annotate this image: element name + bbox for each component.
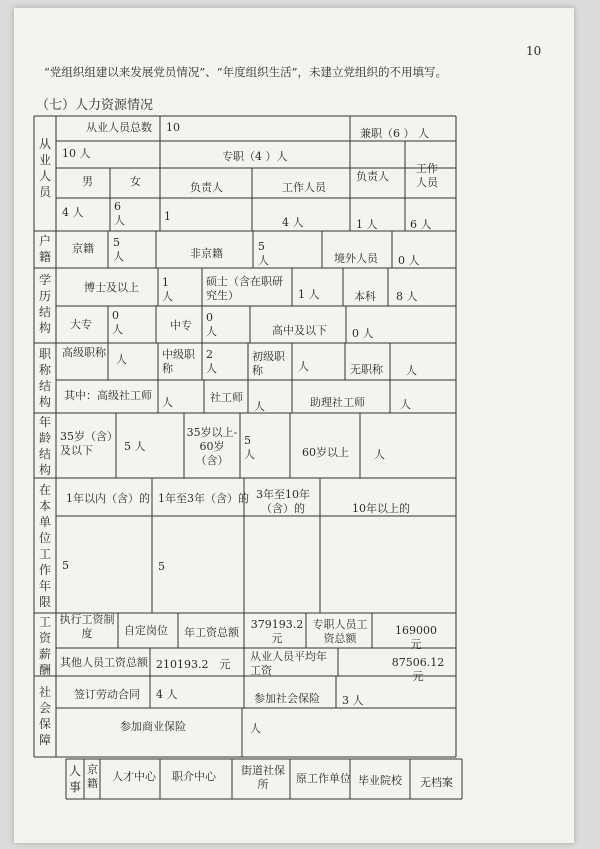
head-count: 1 — [164, 210, 171, 223]
head-label: 负责人 — [190, 181, 223, 194]
junior-title-label: 初级职称 — [252, 350, 285, 377]
group-label-household: 户籍 — [38, 234, 51, 264]
group-label-age: 年龄结构 — [38, 415, 51, 477]
college-label: 大专 — [70, 318, 92, 331]
no-title-label: 无职称 — [350, 363, 383, 376]
staff2-label: 工作人员 — [416, 162, 438, 189]
group-label-tenure: 在本单位工作年限 — [38, 483, 51, 609]
total-employees-label: 从业人员总数 — [86, 121, 152, 134]
archive-original-employer: 原工作单位 — [296, 772, 351, 785]
sw-label: 社工师 — [210, 391, 243, 404]
parttime-count: 兼职（6 ） 人 — [360, 127, 429, 140]
tenure-3to10-label: 3年至10年（含）的 — [256, 488, 310, 515]
overseas-label: 境外人员 — [334, 252, 378, 265]
labor-contract-count: 4 人 — [156, 688, 178, 701]
staff2-count: 6 人 — [410, 218, 432, 231]
fulltime-salary-value: 169000 元 — [395, 624, 437, 651]
group-label-title: 职称结构 — [38, 347, 51, 409]
senior-title-label: 高级职称 — [62, 346, 106, 359]
archive-talent-center: 人才中心 — [112, 770, 156, 783]
master-count: 1 人 — [298, 288, 320, 301]
salary-system-value: 自定岗位 — [124, 624, 168, 637]
highschool-label: 高中及以下 — [272, 324, 327, 337]
senior-sw-count: 人 — [162, 396, 173, 409]
senior-title-count: 人 — [116, 353, 127, 366]
tenure-1to3-count: 5 — [158, 560, 165, 573]
social-insurance-label: 参加社会保险 — [254, 692, 320, 705]
male-label: 男 — [82, 175, 93, 188]
female-label: 女 — [130, 175, 141, 188]
group-label-employees: 从业人员 — [38, 137, 51, 199]
assistant-sw-label: 助理社工师 — [310, 396, 365, 409]
group-label-salary: 工资薪酬 — [38, 615, 51, 677]
phd-count: 1人 — [162, 276, 173, 303]
archive-school: 毕业院校 — [358, 774, 402, 787]
bachelor-label: 本科 — [354, 290, 376, 303]
annual-salary-label: 年工资总额 — [184, 626, 239, 639]
archive-beijing-label: 京籍 — [87, 763, 98, 790]
staff-label: 工作人员 — [282, 181, 326, 194]
middle-title-label: 中级职称 — [162, 348, 195, 375]
age-under35-count: 5 人 — [124, 440, 146, 453]
bachelor-count: 8 人 — [396, 290, 418, 303]
other-salary-value: 210193.2 元 — [156, 658, 231, 671]
archive-street-office: 街道社保所 — [241, 764, 285, 791]
sw-count: 人 — [254, 400, 265, 413]
middle-title-count: 2人 — [206, 348, 217, 375]
labor-contract-label: 签订劳动合同 — [74, 688, 140, 701]
assistant-sw-count: 人 — [400, 398, 411, 411]
head2-label: 负责人 — [356, 170, 389, 183]
age-over60-count: 人 — [374, 448, 385, 461]
tenure-under1-label: 1年以内（含）的 — [66, 492, 150, 505]
average-salary-label: 从业人员平均年工资 — [250, 650, 327, 677]
staff-count: 4 人 — [282, 216, 304, 229]
master-label: 硕士（含在职研究生） — [206, 275, 283, 302]
head2-count: 1 人 — [356, 218, 378, 231]
tenure-over10-label: 10年以上的 — [352, 502, 410, 515]
instruction-note: “党组织组建以来发展党员情况”、“年度组织生活”，未建立党组织的不用填写。 — [44, 65, 448, 79]
total-employees-value: 10 — [166, 121, 180, 134]
group-label-social: 社会保障 — [38, 685, 51, 747]
senior-sw-label: 其中：高级社工师 — [64, 389, 152, 402]
phd-label: 博士及以上 — [84, 281, 139, 294]
commercial-insurance-label: 参加商业保险 — [120, 720, 186, 733]
overseas-count: 0 人 — [398, 254, 420, 267]
commercial-insurance-count: 人 — [250, 722, 261, 735]
college-count: 0人 — [112, 309, 123, 336]
vocational-count: 0人 — [206, 311, 217, 338]
age-35to60-label: 35岁以上-60岁（含） — [186, 426, 238, 467]
employee-count: 10 人 — [62, 147, 91, 160]
fulltime-count: 专职（4 ）人 — [222, 150, 288, 163]
age-under35-label: 35岁（含）及以下 — [60, 430, 113, 457]
vocational-label: 中专 — [170, 319, 192, 332]
age-over60-label: 60岁以上 — [302, 446, 349, 459]
fulltime-salary-label: 专职人员工资总额 — [312, 618, 368, 645]
tenure-under1-count: 5 — [62, 559, 69, 572]
annual-salary-value: 379193.2 元 — [250, 618, 304, 645]
section-title: （七）人力资源情况 — [36, 98, 154, 113]
nonbeijing-label: 非京籍 — [190, 247, 223, 260]
salary-system-label: 执行工资制度 — [59, 613, 115, 640]
other-salary-label: 其他人员工资总额 — [60, 656, 148, 669]
nonbeijing-count: 5人 — [258, 240, 269, 267]
average-salary-value: 87506.12 元 — [391, 656, 445, 683]
group-label-archive: 人事 — [68, 764, 81, 794]
beijing-label: 京籍 — [72, 242, 94, 255]
social-insurance-count: 3 人 — [342, 694, 364, 707]
archive-none: 无档案 — [420, 776, 453, 789]
female-count: 6人 — [114, 200, 125, 227]
age-35to60-count: 5人 — [244, 434, 255, 461]
archive-job-agency: 职介中心 — [172, 770, 216, 783]
no-title-count: 人 — [406, 364, 417, 377]
junior-title-count: 人 — [298, 360, 309, 373]
tenure-1to3-label: 1年至3年（含）的 — [158, 492, 249, 505]
highschool-count: 0 人 — [352, 327, 374, 340]
beijing-count: 5人 — [113, 236, 124, 263]
group-label-education: 学历结构 — [38, 273, 51, 335]
page-number: 10 — [526, 44, 542, 58]
male-count: 4 人 — [62, 206, 84, 219]
